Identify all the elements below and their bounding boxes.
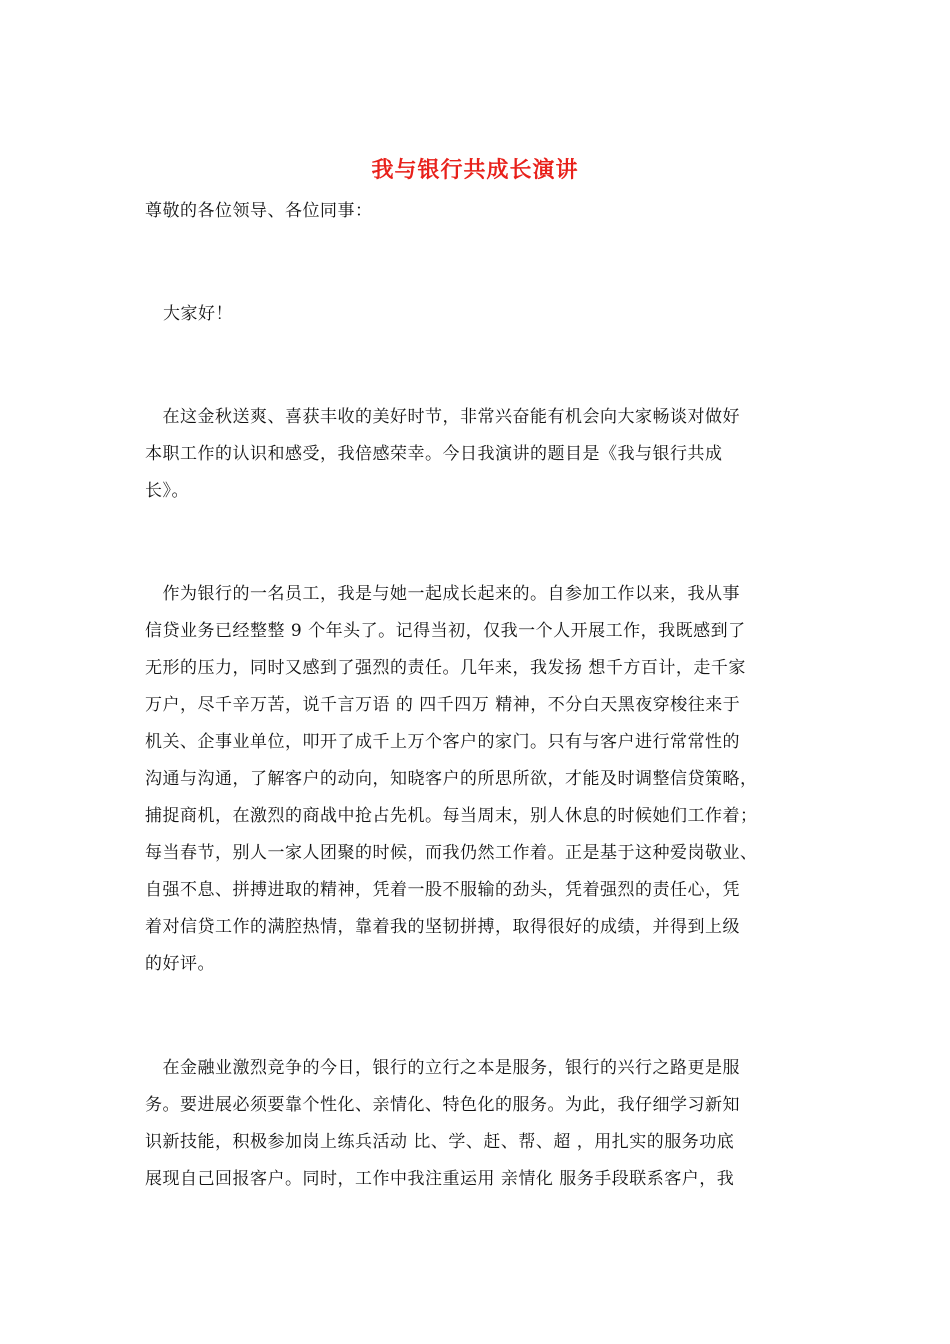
paragraph-line: 本职工作的认识和感受，我倍感荣幸。今日我演讲的题目是《我与银行共成 — [145, 444, 723, 464]
paragraph-2 — [145, 576, 805, 983]
salutation — [145, 193, 805, 230]
paragraph-3 — [145, 1050, 805, 1198]
paragraph-line: 务。要进展必须要靠个性化、亲情化、特色化的服务。为此，我仔细学习新知 — [145, 1095, 740, 1115]
greeting — [145, 296, 805, 333]
paragraph-line: 着对信贷工作的满腔热情，靠着我的坚韧拼搏，取得很好的成绩，并得到上级 — [145, 917, 740, 937]
paragraph-line: 万户，尽千辛万苦，说千言万语 的 四千四万 精神，不分白天黑夜穿梭往来于 — [145, 695, 741, 715]
paragraph-line: 的好评。 — [145, 954, 215, 974]
paragraph-line: 长》。 — [145, 481, 189, 501]
paragraph-line: 展现自己回报客户。同时，工作中我注重运用 亲情化 服务手段联系客户，我 — [145, 1169, 735, 1189]
salutation-line: 尊敬的各位领导、各位同事： — [145, 201, 373, 221]
document-title: 我与银行共成长演讲 — [371, 157, 579, 183]
paragraph-line: 捕捉商机，在激烈的商战中抢占先机。每当周末，别人休息的时候她们工作着； — [145, 806, 758, 826]
paragraph-line: 沟通与沟通，了解客户的动向，知晓客户的所思所欲，才能及时调整信贷策略， — [145, 769, 758, 789]
paragraph-line: 作为银行的一名员工，我是与她一起成长起来的。自参加工作以来，我从事 — [145, 584, 740, 604]
paragraph-line: 每当春节，别人一家人团聚的时候，而我仍然工作着。正是基于这种爱岗敬业、 — [145, 843, 758, 863]
paragraph-line: 在这金秋送爽、喜获丰收的美好时节，非常兴奋能有机会向大家畅谈对做好 — [145, 407, 740, 427]
paragraph-line: 识新技能，积极参加岗上练兵活动 比、学、赶、帮、超 ，用扎实的服务功底 — [145, 1132, 735, 1152]
paragraph-line: 无形的压力，同时又感到了强烈的责任。几年来，我发扬 想千方百计，走千家 — [145, 658, 746, 678]
paragraph-1 — [145, 399, 805, 510]
paragraph-line: 信贷业务已经整整 9 个年头了。记得当初，仅我一个人开展工作，我既感到了 — [145, 621, 746, 641]
paragraph-line: 自强不息、拼搏进取的精神，凭着一股不服输的劲头，凭着强烈的责任心，凭 — [145, 880, 740, 900]
greeting-line: 大家好！ — [163, 304, 233, 324]
paragraph-line: 在金融业激烈竞争的今日，银行的立行之本是服务，银行的兴行之路更是服 — [145, 1058, 740, 1078]
paragraph-line: 机关、企事业单位，叩开了成千上万个客户的家门。只有与客户进行常常性的 — [145, 732, 740, 752]
